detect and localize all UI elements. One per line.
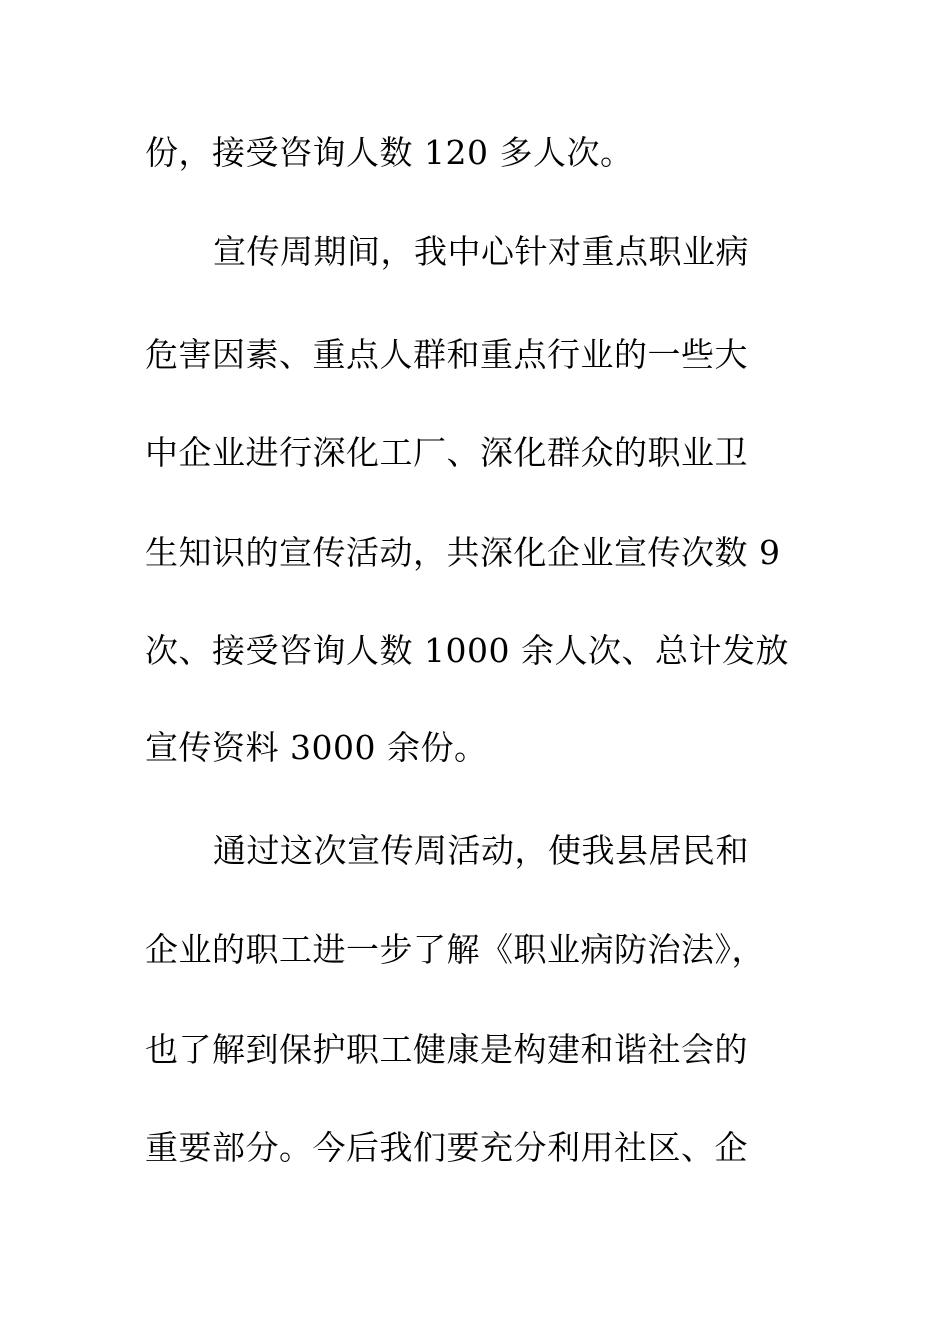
paragraph-2-line-2: 危害因素、重点人群和重点行业的一些大 <box>145 335 748 374</box>
text-line-1: 份，接受咨询人数 120 多人次。 <box>145 133 634 172</box>
paragraph-3-line-2: 企业的职工进一步了解《职业病防治法》， <box>145 930 765 969</box>
paragraph-3-line-3: 也了解到保护职工健康是构建和谐社会的 <box>145 1030 748 1069</box>
paragraph-3-line-1: 通过这次宣传周活动，使我县居民和 <box>213 831 749 870</box>
paragraph-2-line-6: 宣传资料 3000 余份。 <box>145 728 488 767</box>
paragraph-2-line-4: 生知识的宣传活动，共深化企业宣传次数 9 <box>145 533 781 572</box>
paragraph-2-line-3: 中企业进行深化工厂、深化群众的职业卫 <box>145 433 748 472</box>
paragraph-3-line-4: 重要部分。今后我们要充分利用社区、企 <box>145 1128 748 1167</box>
paragraph-2-line-5: 次、接受咨询人数 1000 余人次、总计发放 <box>145 631 789 670</box>
paragraph-2-line-1: 宣传周期间，我中心针对重点职业病 <box>213 232 749 271</box>
